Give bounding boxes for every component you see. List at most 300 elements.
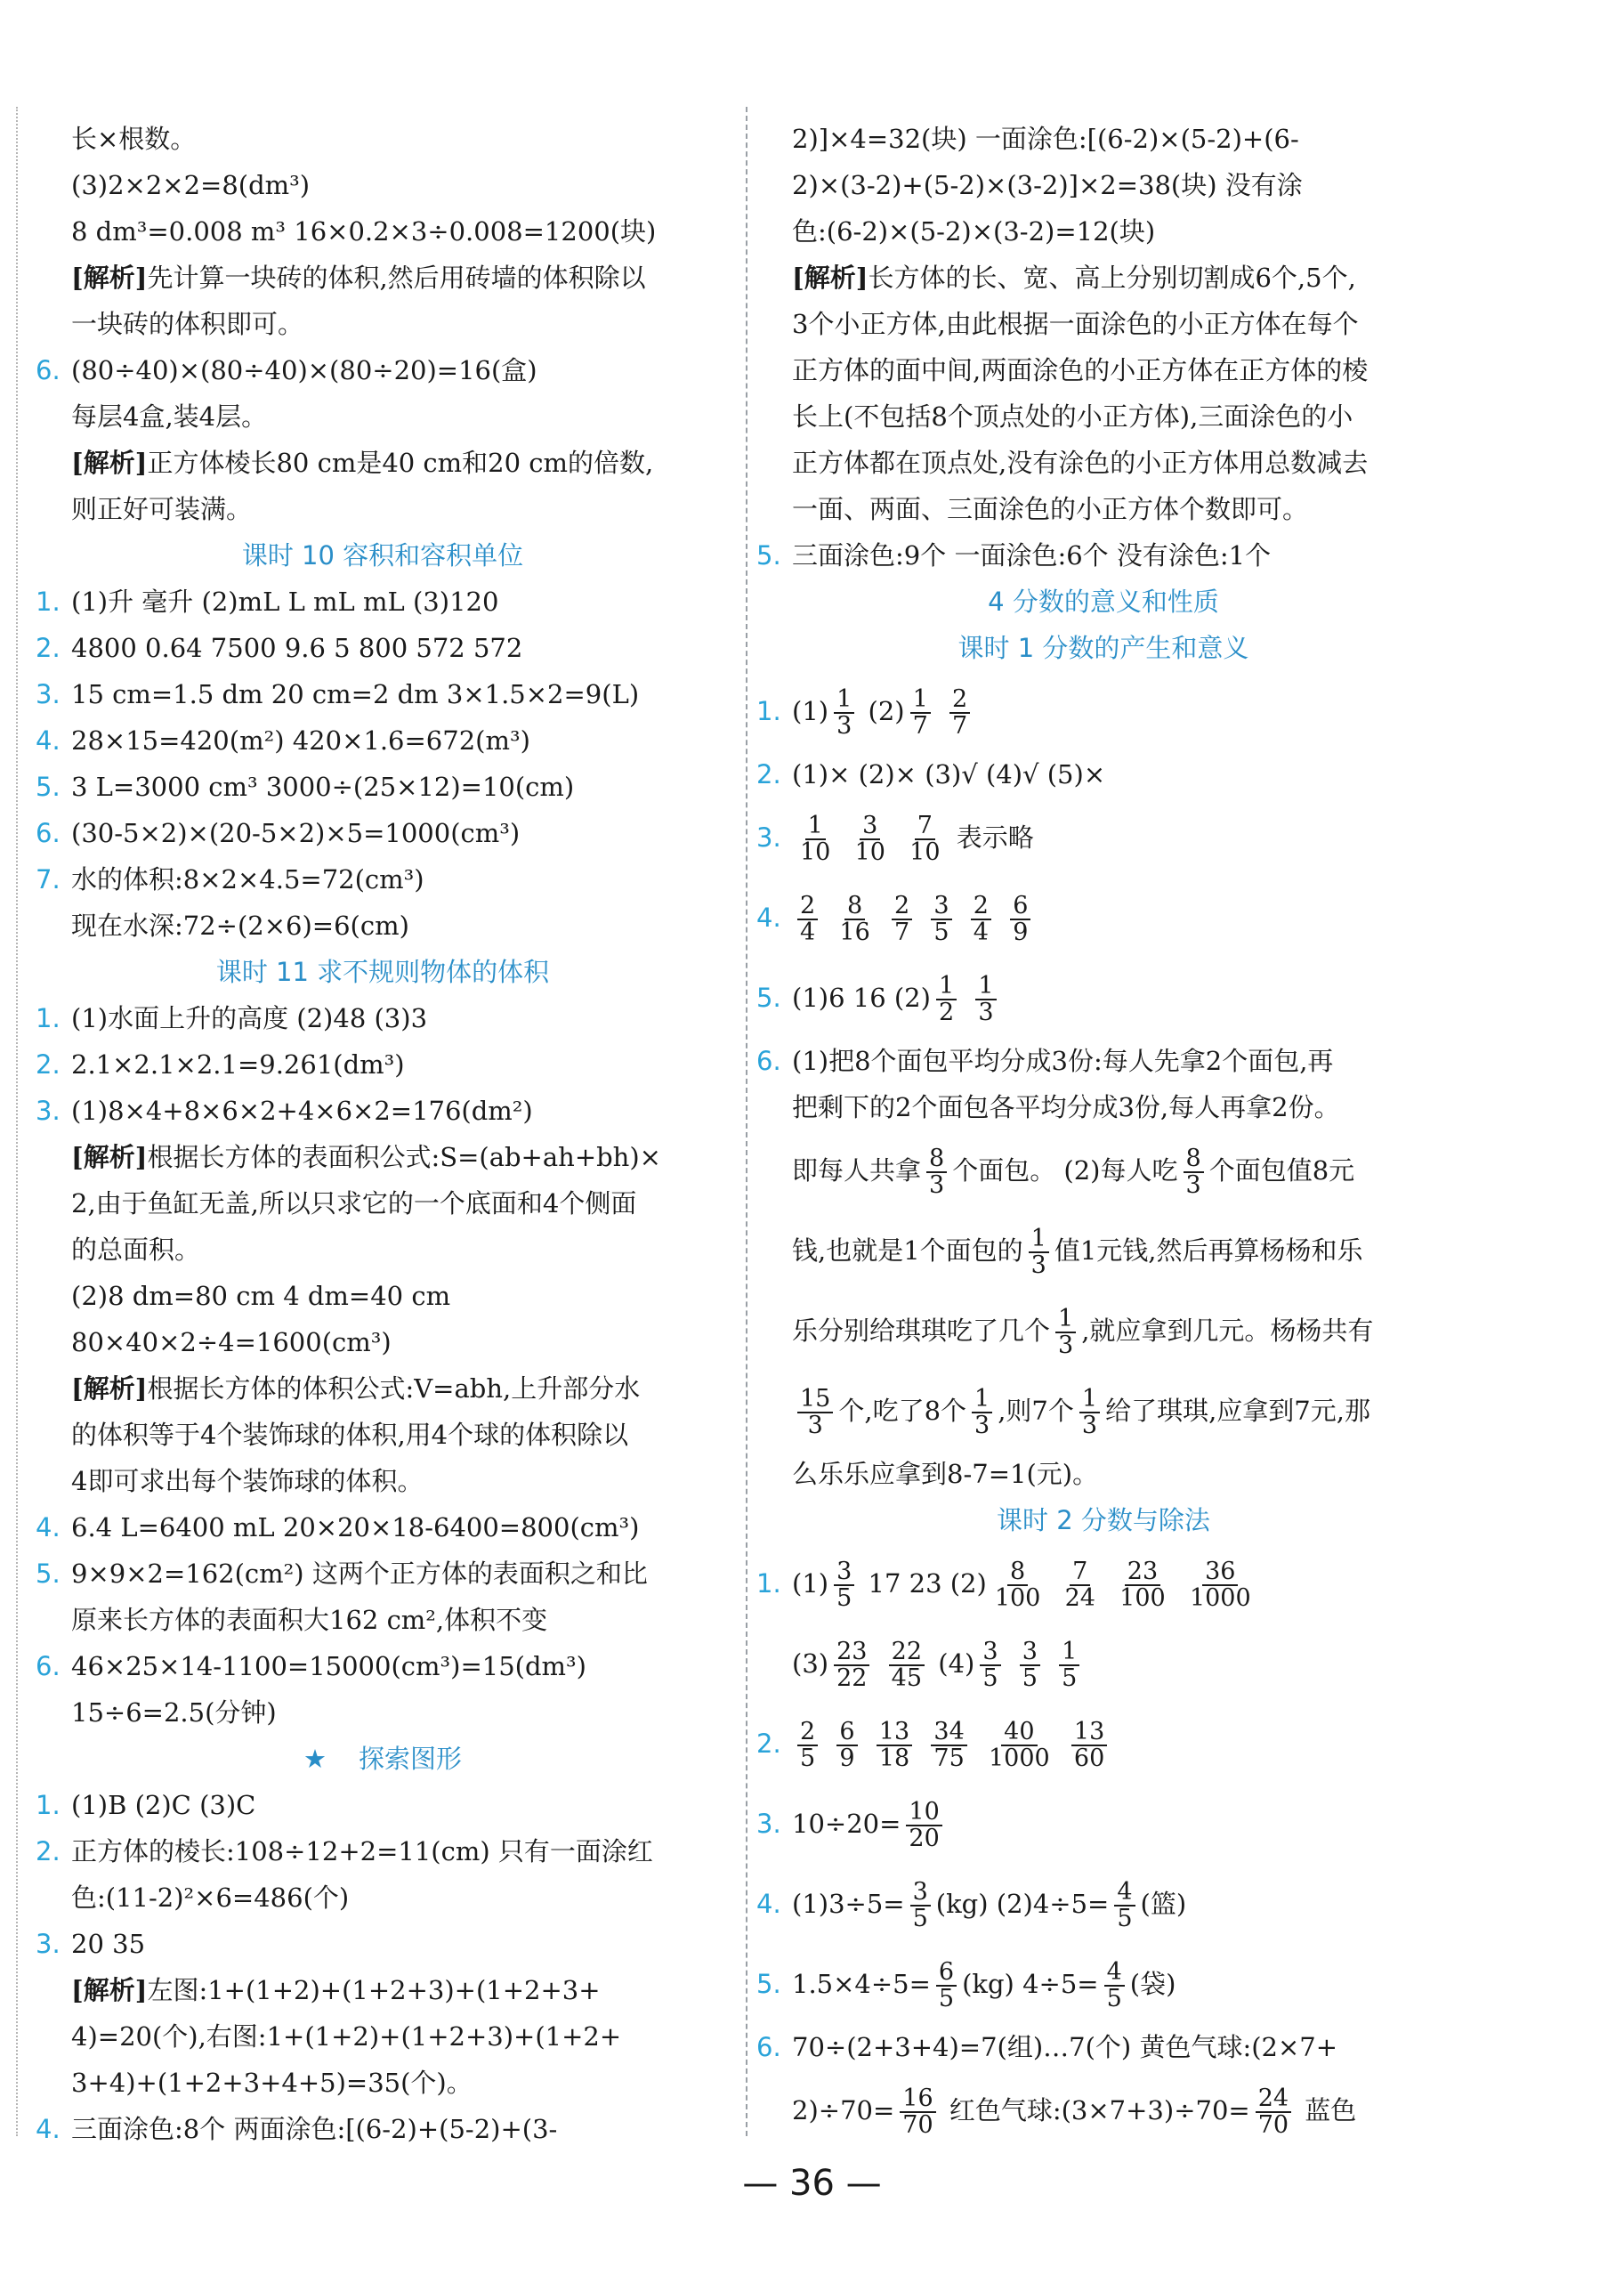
numerator: 7	[915, 814, 935, 840]
answer-content: 个面包。 (2)每人吃	[952, 1155, 1178, 1186]
answer-line	[756, 1291, 1450, 1371]
denominator: 1000	[988, 1745, 1050, 1772]
answer-line	[756, 1210, 1450, 1291]
answer-line	[36, 440, 730, 486]
numerator: 4	[1114, 1880, 1135, 1907]
answer-line	[36, 579, 730, 625]
numerator: 13	[1071, 1720, 1107, 1746]
answer-content: 一块砖的体积即可。	[71, 309, 304, 339]
numerator: 1	[1079, 1387, 1100, 1413]
answer-content: 根据长方体的表面积公式:S=(ab+ah+bh)×	[147, 1142, 661, 1172]
question-number: 3.	[36, 679, 61, 709]
answer-content	[997, 903, 1005, 933]
answer-content	[823, 1729, 831, 1759]
answer-content	[973, 1729, 981, 1759]
numerator: 13	[877, 1720, 912, 1746]
answer-line	[36, 810, 730, 856]
numerator: 8	[844, 894, 865, 920]
answer-content: 个面包值8元	[1208, 1155, 1355, 1186]
answer-content	[936, 696, 944, 726]
answer-line	[36, 2060, 730, 2106]
denominator: 70	[1257, 2111, 1289, 2139]
denominator: 5	[1062, 1664, 1078, 1692]
numerator: 3	[910, 1880, 931, 1907]
answer-line	[36, 2106, 730, 2152]
answer-content: 水的体积:8×2×4.5=72(cm³)	[71, 864, 424, 895]
section-heading-text: 课时 11 求不规则物体的体积	[215, 957, 550, 987]
answer-text	[36, 401, 267, 432]
answer-text	[36, 2114, 557, 2144]
numerator: 8	[1007, 1559, 1028, 1586]
fraction	[836, 891, 872, 946]
numerator: 3	[931, 894, 951, 920]
numerator: 2	[797, 894, 818, 920]
numerator: 2	[797, 1720, 818, 1746]
answer-content: 长×根数。	[71, 124, 197, 154]
answer-content: 28×15=420(m²) 420×1.6=672(m³)	[71, 725, 530, 756]
answer-text	[36, 1373, 640, 1404]
numerator: 2	[971, 894, 991, 920]
denominator: 5	[912, 1905, 928, 1932]
numerator: 1	[975, 974, 996, 1000]
answer-line	[756, 486, 1450, 532]
section-heading-text: 4 分数的意义和性质	[988, 587, 1219, 617]
answer-content: 乐分别给琪琪吃了几个	[792, 1316, 1051, 1346]
denominator: 20	[909, 1825, 940, 1852]
answer-text	[36, 124, 196, 154]
fraction	[852, 811, 888, 866]
answer-content: 80×40×2÷4=1600(cm³)	[71, 1327, 392, 1357]
denominator: 3	[1081, 1412, 1098, 1439]
answer-content: 色:(11-2)²×6=486(个)	[71, 1882, 350, 1913]
denominator: 22	[836, 1664, 868, 1692]
numerator: 3	[980, 1639, 1000, 1666]
page-number: — 36 —	[742, 2163, 882, 2204]
answer-text	[756, 1224, 1363, 1279]
fraction	[834, 1639, 869, 1692]
numerator: 4	[1104, 1960, 1125, 1987]
star-icon: ★	[303, 1744, 327, 1774]
question-number: 1.	[36, 587, 61, 617]
answer-content: (4)	[930, 1648, 975, 1679]
answer-line	[36, 625, 730, 671]
question-number: 5.	[36, 772, 61, 802]
numerator: 2	[949, 687, 970, 714]
fraction	[836, 1717, 857, 1772]
denominator: 1000	[1189, 1584, 1251, 1612]
answer-text	[36, 1003, 427, 1033]
denominator: 10	[909, 838, 941, 866]
answer-content: 左图:1+(1+2)+(1+2+3)+(1+2+3+	[147, 1975, 601, 2005]
numerator: 7	[1070, 1559, 1090, 1586]
fraction	[1059, 1639, 1079, 1692]
answer-content: (1)升 毫升 (2)mL L mL mL (3)120	[71, 587, 499, 617]
question-number: 4.	[36, 2114, 61, 2144]
answer-line	[36, 1365, 730, 1412]
denominator: 18	[878, 1745, 910, 1772]
answer-line	[756, 958, 1450, 1038]
answer-content	[1058, 1729, 1066, 1759]
question-number: 1.	[36, 1003, 61, 1033]
answer-content: ,就应拿到几元。杨杨共有	[1081, 1316, 1374, 1346]
answer-content: (3)	[792, 1648, 829, 1679]
answer-line	[36, 116, 730, 162]
numerator: 2	[892, 894, 912, 920]
answer-line	[756, 671, 1450, 751]
answer-line	[36, 1088, 730, 1134]
answer-line	[36, 1412, 730, 1458]
answer-content: (1)	[792, 1568, 829, 1599]
fraction	[797, 1384, 833, 1439]
question-number: 4.	[36, 1512, 61, 1542]
denominator: 16	[839, 919, 870, 946]
answer-line	[36, 903, 730, 949]
answer-line	[756, 255, 1450, 301]
answer-content: 3+4)+(1+2+3+4+5)=35(个)。	[71, 2068, 473, 2098]
answer-line	[756, 1864, 1450, 1944]
answer-text	[36, 170, 310, 200]
section-heading	[756, 579, 1450, 625]
answer-text	[756, 170, 1303, 200]
answer-line	[756, 1784, 1450, 1864]
answer-text	[36, 1836, 653, 1866]
answer-content: ,则7个	[998, 1396, 1074, 1426]
answer-content: 70÷(2+3+4)=7(组)…7(个) 黄色气球:(2×7+	[792, 2032, 1338, 2062]
question-number: 3.	[36, 1929, 61, 1959]
answer-text	[36, 679, 639, 709]
answer-text	[36, 1512, 639, 1542]
answer-line	[36, 1782, 730, 1828]
answer-line	[756, 347, 1450, 393]
denominator: 45	[891, 1664, 923, 1692]
answer-content: (篮)	[1140, 1889, 1187, 1919]
denominator: 5	[938, 1985, 955, 2012]
answer-text	[36, 2068, 473, 2098]
numerator: 23	[834, 1639, 869, 1666]
fraction	[797, 811, 833, 866]
answer-content: (1)6 16 (2)	[792, 983, 931, 1013]
denominator: 70	[902, 2111, 933, 2139]
fraction	[910, 1877, 931, 1932]
answer-text	[756, 1637, 1085, 1692]
answer-text	[36, 864, 424, 895]
section-heading-text: 课时 2 分数与除法	[997, 1505, 1210, 1535]
fraction	[797, 891, 818, 946]
numerator: 6	[1010, 894, 1030, 920]
answer-text	[36, 633, 522, 663]
denominator: 5	[933, 919, 949, 946]
answer-text	[36, 911, 409, 941]
question-number: 3.	[36, 1096, 61, 1126]
numerator: 40	[1001, 1720, 1037, 1746]
fraction	[975, 971, 996, 1026]
answer-text	[36, 1327, 392, 1357]
answer-content	[1046, 1648, 1054, 1679]
question-number: 7.	[36, 864, 61, 895]
question-number: 2.	[756, 759, 781, 789]
answer-text	[36, 1651, 586, 1681]
question-number: 3.	[756, 822, 781, 853]
answer-content: (1)× (2)× (3)√ (4)√ (5)×	[792, 759, 1106, 789]
answer-line	[36, 1597, 730, 1643]
answer-line	[36, 717, 730, 764]
fraction	[1055, 1304, 1076, 1359]
answer-text	[36, 1049, 405, 1080]
answer-content	[1174, 1568, 1182, 1599]
answer-text	[756, 1717, 1112, 1772]
fraction	[910, 684, 931, 740]
answer-content	[1103, 1568, 1111, 1599]
fraction	[931, 891, 951, 946]
answer-line	[36, 1874, 730, 1921]
denominator: 10	[854, 838, 885, 866]
answer-content: 4)=20(个),右图:1+(1+2)+(1+2+3)+(1+2+	[71, 2021, 622, 2052]
answer-content	[1006, 1648, 1014, 1679]
answer-text	[36, 216, 656, 247]
answer-text	[36, 1281, 450, 1311]
answer-content: 4800 0.64 7500 9.6 5 800 572 572	[71, 633, 523, 663]
answer-text	[36, 2021, 621, 2052]
answer-text	[756, 1304, 1374, 1359]
answer-text	[756, 1797, 948, 1852]
answer-content: 红色气球:(3×7+3)÷70=	[941, 2095, 1250, 2125]
question-number: 5.	[756, 1969, 781, 1999]
fraction	[1071, 1717, 1107, 1772]
fraction	[1020, 1639, 1040, 1692]
numerator: 1	[972, 1387, 992, 1413]
question-number: 6.	[36, 355, 61, 385]
denominator: 5	[836, 1584, 852, 1612]
answer-content: 3个小正方体,由此根据一面涂色的小正方体在每个	[792, 309, 1359, 339]
answer-content: 给了琪琪,应拿到7元,那	[1105, 1396, 1370, 1426]
question-number: 1.	[756, 696, 781, 726]
answer-text	[756, 811, 1034, 866]
answer-content: (1)水面上升的高度 (2)48 (3)3	[71, 1003, 428, 1033]
denominator: 7	[951, 712, 968, 740]
answer-text	[756, 891, 1036, 946]
numerator: 10	[906, 1800, 941, 1826]
answer-line	[756, 1451, 1450, 1497]
answer-line	[756, 1130, 1450, 1210]
question-number: 6.	[756, 1046, 781, 1076]
answer-content	[893, 822, 901, 853]
numerator: 6	[836, 1720, 857, 1746]
fraction	[986, 1717, 1053, 1772]
answer-text	[36, 1605, 547, 1635]
section-heading	[756, 625, 1450, 671]
question-number: 2.	[36, 1049, 61, 1080]
answer-content: 2)÷70=	[792, 2095, 895, 2125]
answer-text	[756, 124, 1299, 154]
numerator: 3	[834, 1559, 854, 1586]
answer-line	[36, 208, 730, 255]
answer-text	[36, 587, 498, 617]
answer-content: 3 L=3000 cm³ 3000÷(25×12)=10(cm)	[71, 772, 575, 802]
answer-content: 2,由于鱼缸无盖,所以只求它的一个底面和4个侧面	[71, 1188, 637, 1218]
fraction	[936, 971, 957, 1026]
answer-content: (袋)	[1129, 1969, 1176, 1999]
denominator: 5	[800, 1745, 816, 1772]
section-heading	[756, 1497, 1450, 1543]
answer-line	[36, 856, 730, 903]
denominator: 3	[807, 1412, 823, 1439]
answer-line	[756, 440, 1450, 486]
answer-line	[36, 2013, 730, 2060]
answer-content: 现在水深:72÷(2×6)=6(cm)	[71, 911, 409, 941]
fraction	[889, 1639, 925, 1692]
answer-text	[36, 309, 303, 339]
answer-content: (30-5×2)×(20-5×2)×5=1000(cm³)	[71, 818, 521, 848]
answer-content: (3)2×2×2=8(dm³)	[71, 170, 311, 200]
answer-text	[756, 1957, 1176, 2012]
answer-content	[962, 983, 970, 1013]
answer-content	[878, 903, 886, 933]
question-number: 2.	[36, 633, 61, 663]
answer-content: 正方体棱长80 cm是40 cm和20 cm的倍数,	[147, 448, 654, 478]
analysis-tag: [解析]	[71, 1142, 148, 1172]
answer-line	[36, 486, 730, 532]
answer-text	[756, 684, 975, 740]
answer-line	[36, 255, 730, 301]
denominator: 3	[1185, 1171, 1201, 1199]
fraction	[931, 1717, 966, 1772]
answer-line	[756, 1371, 1450, 1451]
answer-line	[756, 878, 1450, 958]
answer-text	[36, 1420, 628, 1450]
denominator: 3	[836, 712, 852, 740]
answer-content: 蓝色	[1297, 2095, 1357, 2125]
fraction	[1010, 891, 1030, 946]
denominator: 3	[974, 1412, 990, 1439]
denominator: 3	[929, 1171, 945, 1199]
answer-line	[756, 2070, 1450, 2150]
answer-text	[756, 1046, 1333, 1076]
answer-text	[36, 772, 574, 802]
answer-text	[756, 540, 1271, 571]
section-heading	[36, 1736, 730, 1782]
numerator: 22	[889, 1639, 925, 1666]
answer-text	[756, 401, 1353, 432]
answer-content: 4即可求出每个装饰球的体积。	[71, 1466, 424, 1496]
denominator: 5	[1117, 1905, 1133, 1932]
answer-content: 钱,也就是1个面包的	[792, 1235, 1023, 1266]
answer-line	[36, 301, 730, 347]
denominator: 5	[1106, 1985, 1122, 2012]
fraction	[834, 1559, 854, 1612]
numerator: 6	[936, 1960, 957, 1987]
answer-text	[756, 759, 1105, 789]
answer-content: 2)]×4=32(块) 一面涂色:[(6-2)×(5-2)+(6-	[792, 124, 1299, 154]
answer-content: 9×9×2=162(cm²) 这两个正方体的表面积之和比	[71, 1558, 648, 1589]
answer-content: 17 23 (2)	[860, 1568, 987, 1599]
numerator: 36	[1202, 1559, 1238, 1586]
denominator: 5	[1022, 1664, 1038, 1692]
fraction	[906, 1797, 941, 1852]
analysis-tag: [解析]	[71, 1373, 148, 1404]
denominator: 3	[1030, 1251, 1046, 1279]
numerator: 3	[860, 814, 880, 840]
answer-text	[756, 1557, 1259, 1612]
answer-content: 8 dm³=0.008 m³ 16×0.2×3÷0.008=1200(块)	[71, 216, 657, 247]
analysis-tag: [解析]	[71, 1975, 148, 2005]
answer-line	[36, 671, 730, 717]
denominator: 3	[978, 999, 994, 1026]
answer-content: 个,吃了8个	[838, 1396, 967, 1426]
fraction	[1114, 1877, 1135, 1932]
answer-line	[36, 1643, 730, 1689]
denominator: 4	[973, 919, 989, 946]
answer-text	[756, 1384, 1370, 1439]
answer-content	[917, 903, 925, 933]
answer-content: 的体积等于4个装饰球的体积,用4个球的体积除以	[71, 1420, 629, 1450]
answer-line	[756, 532, 1450, 579]
answer-content: (1)把8个面包平均分成3份:每人先拿2个面包,再	[792, 1046, 1334, 1076]
answer-line	[36, 1180, 730, 1227]
denominator: 9	[1013, 919, 1029, 946]
denominator: 4	[800, 919, 816, 946]
answer-content: 正方体的面中间,两面涂色的小正方体在正方体的棱	[792, 355, 1369, 385]
fraction	[1029, 1224, 1049, 1279]
answer-line	[756, 1944, 1450, 2024]
answer-text	[36, 1975, 601, 2005]
answer-content: (kg) (2)4÷5=	[935, 1889, 1110, 1919]
answer-content: 每层4盒,装4层。	[71, 401, 268, 432]
answer-text	[36, 494, 252, 524]
answer-content: 6.4 L=6400 mL 20×20×18-6400=800(cm³)	[71, 1512, 640, 1542]
fraction	[949, 684, 970, 740]
denominator: 60	[1073, 1745, 1105, 1772]
answer-text	[36, 355, 537, 385]
question-number: 1.	[756, 1568, 781, 1599]
answer-line	[756, 116, 1450, 162]
numerator: 3	[1020, 1639, 1040, 1666]
question-number: 6.	[36, 1651, 61, 1681]
answer-text	[756, 263, 1356, 293]
answer-text	[36, 1142, 661, 1172]
fraction	[1256, 2086, 1291, 2139]
answer-content: (80÷40)×(80÷40)×(80÷20)=16(盒)	[71, 355, 537, 385]
answer-text	[36, 1235, 200, 1265]
answer-line	[756, 1084, 1450, 1130]
answer-text	[36, 1882, 349, 1913]
numerator: 34	[931, 1720, 966, 1746]
fraction	[900, 2086, 935, 2139]
numerator: 1	[834, 687, 854, 714]
right-column	[756, 116, 1450, 2150]
answer-text	[36, 1188, 636, 1218]
fraction	[926, 1146, 947, 1199]
fraction	[1104, 1957, 1125, 2012]
section-heading-text: 探索图形	[358, 1744, 462, 1774]
answer-content: 1.5×4÷5=	[792, 1969, 931, 1999]
answer-text	[36, 1096, 533, 1126]
answer-content: 即每人共拿	[792, 1155, 922, 1186]
answer-content: 原来长方体的表面积大162 cm²,体积不变	[71, 1605, 548, 1635]
answer-content: 一面、两面、三面涂色的小正方体个数即可。	[792, 494, 1309, 524]
answer-content	[957, 903, 966, 933]
question-number: 5.	[36, 1558, 61, 1589]
answer-line	[756, 797, 1450, 878]
question-number: 2.	[756, 1729, 781, 1759]
analysis-tag: [解析]	[71, 263, 148, 293]
numerator: 1	[1029, 1227, 1049, 1253]
answer-line	[756, 2024, 1450, 2070]
denominator: 75	[933, 1745, 965, 1772]
answer-line	[36, 1134, 730, 1180]
fraction	[834, 684, 854, 740]
analysis-tag: [解析]	[792, 263, 869, 293]
denominator: 2	[938, 999, 955, 1026]
